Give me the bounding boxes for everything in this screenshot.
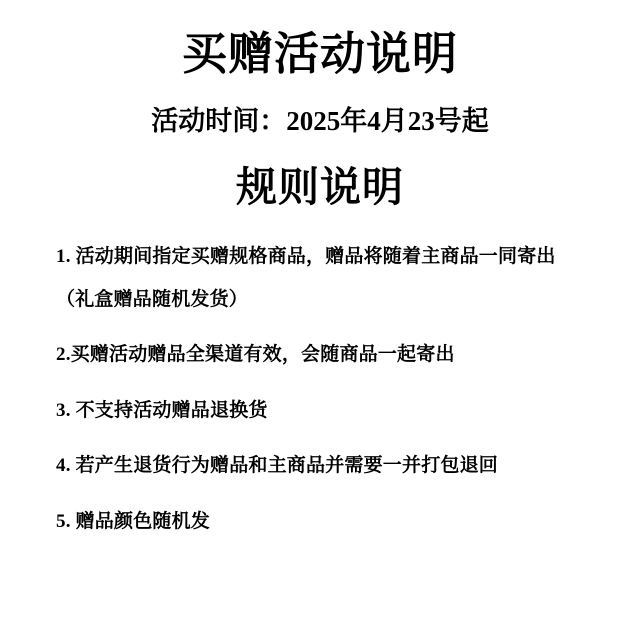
rule-text: 4. 若产生退货行为赠品和主商品并需要一并打包退回 [56,455,499,477]
list-item [56,341,600,370]
list-item [56,508,600,537]
rule-text: 3. 不支持活动赠品退换货 [56,399,268,421]
list-item [56,452,600,481]
activity-period: 活动时间：2025年4月23号起 [151,106,489,137]
rule-text: 5. 赠品颜色随机发 [56,510,211,532]
rule-text: 1. 活动期间指定买赠规格商品，赠品将随着主商品一同寄出 [56,246,556,268]
page-title: 买赠活动说明 [181,29,458,79]
rule-text: 2.买赠活动赠品全渠道有效，会随商品一起寄出 [56,344,455,366]
rule-continuation: （礼盒赠品随机发货） [56,288,249,310]
list-item [56,397,600,426]
rules-list [34,243,606,563]
rules-section-title: 规则说明 [236,164,404,211]
list-item [56,243,600,314]
